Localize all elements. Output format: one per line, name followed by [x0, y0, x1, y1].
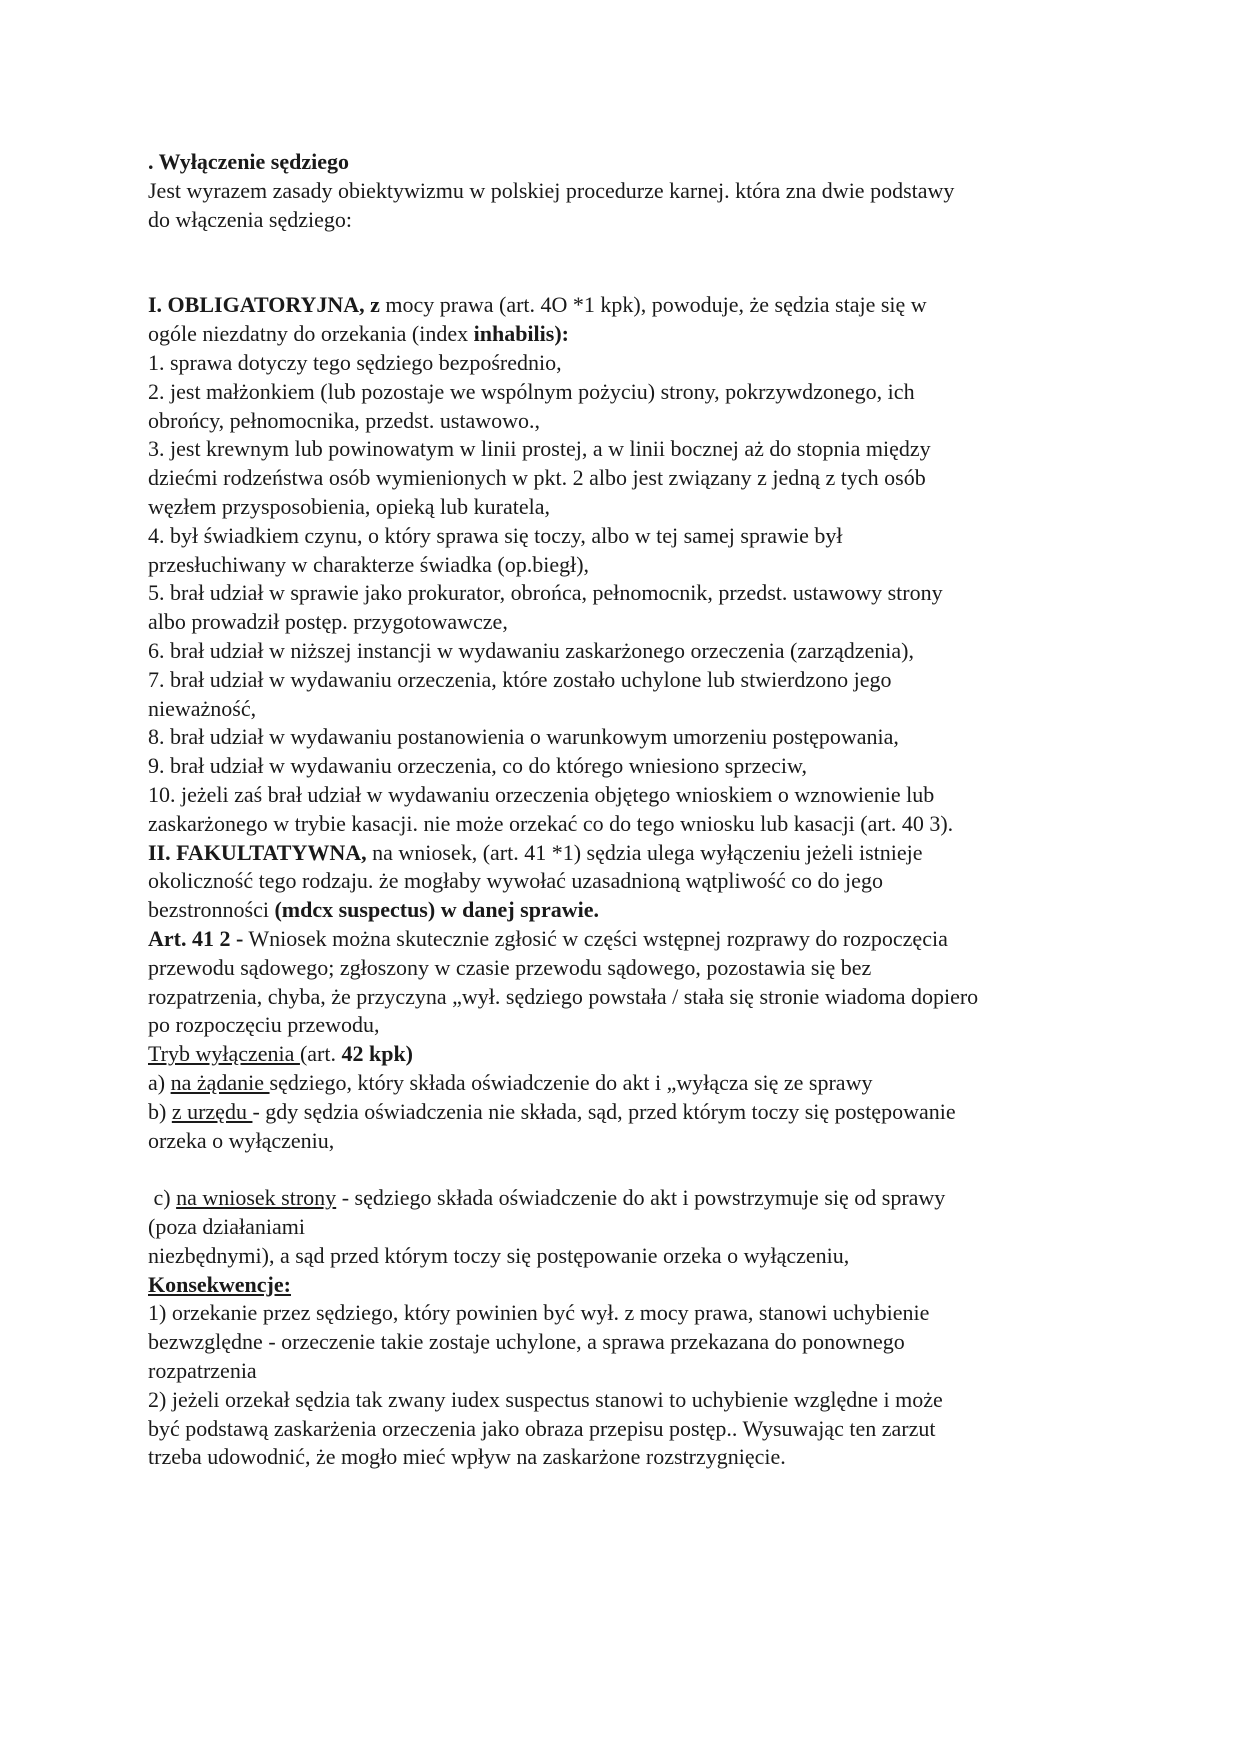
art41-line: rozpatrzenia, chyba, że przyczyna „wył. sędziego powstała / stała się stronie wiadoma dopiero [148, 983, 979, 1009]
list-item: dziećmi rodzeństwa osób wymienionych w pkt. 2 albo jest związany z jedną z tych osób [148, 465, 926, 491]
list-item: 4. był świadkiem czynu, o który sprawa się toczy, albo w tej samej sprawie był [148, 522, 843, 548]
document-page [148, 148, 1098, 1472]
list-item: 5. brał udział w sprawie jako prokurator, obrońca, pełnomocnik, przedst. ustawowy strony [148, 580, 943, 606]
consequence-item: być podstawą zaskarżenia orzeczenia jako obraza przepisu postęp.. Wysuwając ten zarzut [148, 1415, 936, 1441]
art41-line: po rozpoczęciu przewodu, [148, 1012, 380, 1038]
document-title: . Wyłączenie sędziego [148, 149, 350, 174]
art41-paragraph: Art. 41 2 - Wniosek można skutecznie zgłosić w części wstępnej rozprawy do rozpoczęcia [148, 925, 948, 951]
mode-item-a: a) na żądanie sędziego, który składa oświadczenie do akt i „wyłącza się ze sprawy [148, 1069, 873, 1095]
consequence-item: trzeba udowodnić, że mogło mieć wpływ na zaskarżone rozstrzygnięcie. [148, 1444, 786, 1470]
list-item: 7. brał udział w wydawaniu orzeczenia, które zostało uchylone lub stwierdzono jego [148, 666, 892, 692]
mode-item-c-cont: niezbędnymi), a sąd przed którym toczy się postępowanie orzeka o wyłączeniu, [148, 1242, 850, 1268]
list-item: nieważność, [148, 695, 257, 721]
mode-item-b: b) z urzędu - gdy sędzia oświadczenia nie składa, sąd, przed którym toczy się postępowanie [148, 1098, 956, 1124]
list-item: obrońcy, pełnomocnika, przedst. ustawowo., [148, 407, 541, 433]
intro-line: do włączenia sędziego: [148, 206, 353, 232]
mode-item-c-cont: (poza działaniami [148, 1214, 305, 1240]
list-item: 6. brał udział w niższej instancji w wydawaniu zaskarżonego orzeczenia (zarządzenia), [148, 637, 914, 663]
consequences-heading: Konsekwencje: [148, 1271, 291, 1297]
list-item: 10. jeżeli zaś brał udział w wydawaniu orzeczenia objętego wnioskiem o wznowienie lub [148, 781, 935, 807]
obligatory-heading: I. OBLIGATORYJNA, z mocy prawa (art. 4O *1 kpk), powoduje, że sędzia staje się w [148, 292, 927, 318]
spacer [148, 234, 1098, 291]
consequence-item: rozpatrzenia [148, 1358, 257, 1384]
list-item: 8. brał udział w wydawaniu postanowienia o warunkowym umorzeniu postępowania, [148, 724, 899, 750]
facultative-line: okoliczność tego rodzaju. że mogłaby wywołać uzasadnioną wątpliwość co do jego [148, 868, 883, 894]
list-item: węzłem przysposobienia, opieką lub kuratela, [148, 493, 550, 519]
spacer [148, 1155, 1098, 1184]
consequence-item: bezwzględne - orzeczenie takie zostaje uchylone, a sprawa przekazana do ponownego [148, 1329, 905, 1355]
consequence-item: 2) jeżeli orzekał sędzia tak zwany iudex suspectus stanowi to uchybienie względne i może [148, 1386, 943, 1412]
mode-heading: Tryb wyłączenia (art. 42 kpk) [148, 1041, 414, 1067]
mode-item-c: c) na wniosek strony - sędziego składa oświadczenie do akt i powstrzymuje się od sprawy [148, 1185, 946, 1211]
list-item: przesłuchiwany w charakterze świadka (op.biegł), [148, 551, 590, 577]
facultative-heading: II. FAKULTATYWNA, na wniosek, (art. 41 *1) sędzia ulega wyłączeniu jeżeli istnieje [148, 839, 923, 865]
obligatory-heading-cont: ogóle niezdatny do orzekania (index inhabilis): [148, 321, 569, 347]
list-item: albo prowadził postęp. przygotowawcze, [148, 609, 508, 635]
mode-item-b-cont: orzeka o wyłączeniu, [148, 1127, 335, 1153]
art41-line: przewodu sądowego; zgłoszony w czasie przewodu sądowego, pozostawia się bez [148, 954, 872, 980]
list-item: zaskarżonego w trybie kasacji. nie może orzekać co do tego wniosku lub kasacji (art. 40 3). [148, 810, 954, 836]
intro-line: Jest wyrazem zasady obiektywizmu w polskiej procedurze karnej. która zna dwie podstawy [148, 177, 955, 203]
list-item: 9. brał udział w wydawaniu orzeczenia, co do którego wniesiono sprzeciw, [148, 753, 807, 779]
list-item: 3. jest krewnym lub powinowatym w linii prostej, a w linii bocznej aż do stopnia między [148, 436, 931, 462]
consequence-item: 1) orzekanie przez sędziego, który powinien być wył. z mocy prawa, stanowi uchybienie [148, 1300, 930, 1326]
list-item: 2. jest małżonkiem (lub pozostaje we wspólnym pożyciu) strony, pokrzywdzonego, ich [148, 378, 915, 404]
list-item: 1. sprawa dotyczy tego sędziego bezpośrednio, [148, 349, 562, 375]
facultative-line: bezstronności (mdcx suspectus) w danej sprawie. [148, 897, 599, 923]
